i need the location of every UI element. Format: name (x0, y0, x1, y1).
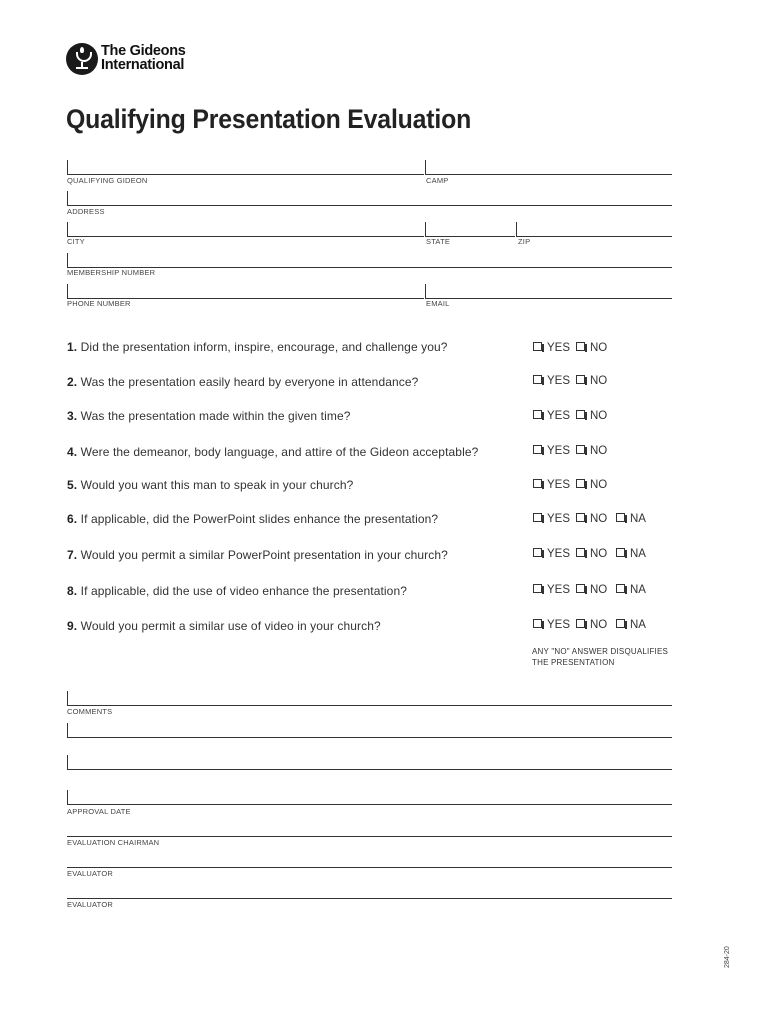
option-label: YES (547, 584, 571, 596)
question-4 (67, 445, 478, 459)
q7-yes-checkbox[interactable] (533, 548, 570, 560)
q8-na-checkbox[interactable] (616, 584, 646, 596)
q1-no-checkbox[interactable] (576, 342, 607, 354)
q7-no-checkbox[interactable] (576, 548, 607, 560)
q9-na-checkbox[interactable] (616, 619, 646, 631)
option-label: YES (547, 342, 571, 354)
comments-line-2[interactable] (67, 721, 672, 738)
gideons-logo-icon (66, 43, 98, 75)
q3-no-checkbox[interactable] (576, 410, 607, 422)
option-label: YES (547, 445, 571, 457)
option-label: NA (630, 584, 646, 596)
question-3 (67, 409, 351, 423)
q6-na-checkbox[interactable] (616, 513, 646, 525)
option-label: NO (590, 410, 608, 422)
option-label: NO (590, 584, 608, 596)
qualifying-gideon-field[interactable] (67, 158, 424, 175)
option-label: NO (590, 479, 608, 491)
checkbox-icon (533, 342, 542, 351)
option-label: YES (547, 479, 571, 491)
comments-label: COMMENTS (67, 707, 113, 716)
question-text: If applicable, did the PowerPoint slides enhance the presentation? (80, 512, 439, 526)
city-field[interactable] (67, 220, 424, 237)
email-label: EMAIL (426, 299, 450, 308)
question-2 (67, 375, 418, 389)
q7-na-checkbox[interactable] (616, 548, 646, 560)
q6-yes-checkbox[interactable] (533, 513, 570, 525)
checkbox-icon (616, 619, 625, 628)
checkbox-icon (576, 375, 585, 384)
q8-no-checkbox[interactable] (576, 584, 607, 596)
camp-field[interactable] (425, 158, 672, 175)
zip-field[interactable] (516, 220, 672, 237)
checkbox-icon (533, 619, 542, 628)
question-number: 7. (67, 548, 78, 562)
option-label: NO (590, 513, 608, 525)
evaluator-1-label: EVALUATOR (67, 869, 113, 878)
q9-yes-checkbox[interactable] (533, 619, 570, 631)
membership-number-field[interactable] (67, 251, 672, 268)
q8-yes-checkbox[interactable] (533, 584, 570, 596)
question-8 (67, 584, 407, 598)
question-number: 5. (67, 478, 78, 492)
form-code: 284-20 (724, 946, 731, 968)
evaluation-chairman-field[interactable] (67, 820, 672, 837)
question-text: Was the presentation easily heard by everyone in attendance? (80, 375, 419, 389)
checkbox-icon (576, 513, 585, 522)
question-number: 3. (67, 409, 78, 423)
org-name-line2: International (101, 57, 185, 73)
city-label: CITY (67, 237, 85, 246)
approval-date-field[interactable] (67, 788, 672, 805)
checkbox-icon (533, 548, 542, 557)
q4-no-checkbox[interactable] (576, 445, 607, 457)
question-5 (67, 478, 353, 492)
phone-number-field[interactable] (67, 282, 424, 299)
question-text: Was the presentation made within the given time? (80, 409, 351, 423)
q5-yes-checkbox[interactable] (533, 479, 570, 491)
option-label: NO (590, 375, 608, 387)
checkbox-icon (616, 548, 625, 557)
checkbox-icon (576, 584, 585, 593)
question-text: Did the presentation inform, inspire, encourage, and challenge you? (80, 340, 448, 354)
checkbox-icon (576, 619, 585, 628)
question-text: Would you permit a similar use of video in your church? (80, 619, 381, 633)
option-label: YES (547, 513, 571, 525)
disqualify-note (532, 646, 668, 668)
q5-no-checkbox[interactable] (576, 479, 607, 491)
option-label: NO (590, 445, 608, 457)
option-label: NA (630, 619, 646, 631)
question-text: Would you want this man to speak in your church? (80, 478, 354, 492)
evaluator-2-label: EVALUATOR (67, 900, 113, 909)
checkbox-icon (533, 375, 542, 384)
question-number: 9. (67, 619, 78, 633)
checkbox-icon (533, 445, 542, 454)
question-1 (67, 340, 448, 354)
question-9 (67, 619, 381, 633)
state-field[interactable] (425, 220, 515, 237)
evaluator-2-field[interactable] (67, 882, 672, 899)
option-label: NO (590, 548, 608, 560)
membership-number-label: MEMBERSHIP NUMBER (67, 268, 156, 277)
checkbox-icon (533, 410, 542, 419)
q4-yes-checkbox[interactable] (533, 445, 570, 457)
address-label: ADDRESS (67, 207, 105, 216)
evaluation-chairman-label: EVALUATION CHAIRMAN (67, 838, 160, 847)
email-field[interactable] (425, 282, 672, 299)
disqualify-note-line1: ANY "NO" ANSWER DISQUALIFIES (532, 647, 669, 656)
approval-date-label: APPROVAL DATE (67, 807, 131, 816)
page-title: Qualifying Presentation Evaluation (66, 104, 472, 134)
option-label: YES (547, 375, 571, 387)
option-label: NA (630, 513, 646, 525)
zip-label: ZIP (518, 237, 531, 246)
q6-no-checkbox[interactable] (576, 513, 607, 525)
state-label: STATE (426, 237, 451, 246)
checkbox-icon (576, 479, 585, 488)
question-number: 6. (67, 512, 78, 526)
q9-no-checkbox[interactable] (576, 619, 607, 631)
checkbox-icon (533, 479, 542, 488)
comments-field[interactable] (67, 689, 672, 706)
checkbox-icon (616, 584, 625, 593)
question-6 (67, 512, 438, 526)
org-name-line1: The Gideons (101, 43, 186, 59)
question-number: 2. (67, 375, 78, 389)
checkbox-icon (576, 548, 585, 557)
option-label: YES (547, 410, 571, 422)
phone-number-label: PHONE NUMBER (67, 299, 131, 308)
option-label: YES (547, 548, 571, 560)
question-number: 1. (67, 340, 78, 354)
q1-yes-checkbox[interactable] (533, 342, 570, 354)
camp-label: CAMP (426, 176, 449, 185)
checkbox-icon (576, 342, 585, 351)
disqualify-note-line2: THE PRESENTATION (532, 658, 615, 667)
option-label: YES (547, 619, 571, 631)
org-name (101, 44, 186, 72)
question-number: 4. (67, 445, 78, 459)
checkbox-icon (533, 513, 542, 522)
checkbox-icon (576, 410, 585, 419)
q2-yes-checkbox[interactable] (533, 375, 570, 387)
option-label: NO (590, 342, 608, 354)
evaluator-1-field[interactable] (67, 851, 672, 868)
question-number: 8. (67, 584, 78, 598)
checkbox-icon (576, 445, 585, 454)
checkbox-icon (533, 584, 542, 593)
question-text: Were the demeanor, body language, and attire of the Gideon acceptable? (80, 445, 479, 459)
qualifying-gideon-label: QUALIFYING GIDEON (67, 176, 148, 185)
option-label: NA (630, 548, 646, 560)
option-label: NO (590, 619, 608, 631)
q3-yes-checkbox[interactable] (533, 410, 570, 422)
comments-line-3[interactable] (67, 753, 672, 770)
address-field[interactable] (67, 189, 672, 206)
question-text: Would you permit a similar PowerPoint presentation in your church? (80, 548, 448, 562)
question-7 (67, 548, 448, 562)
q2-no-checkbox[interactable] (576, 375, 607, 387)
checkbox-icon (616, 513, 625, 522)
question-text: If applicable, did the use of video enhance the presentation? (80, 584, 407, 598)
